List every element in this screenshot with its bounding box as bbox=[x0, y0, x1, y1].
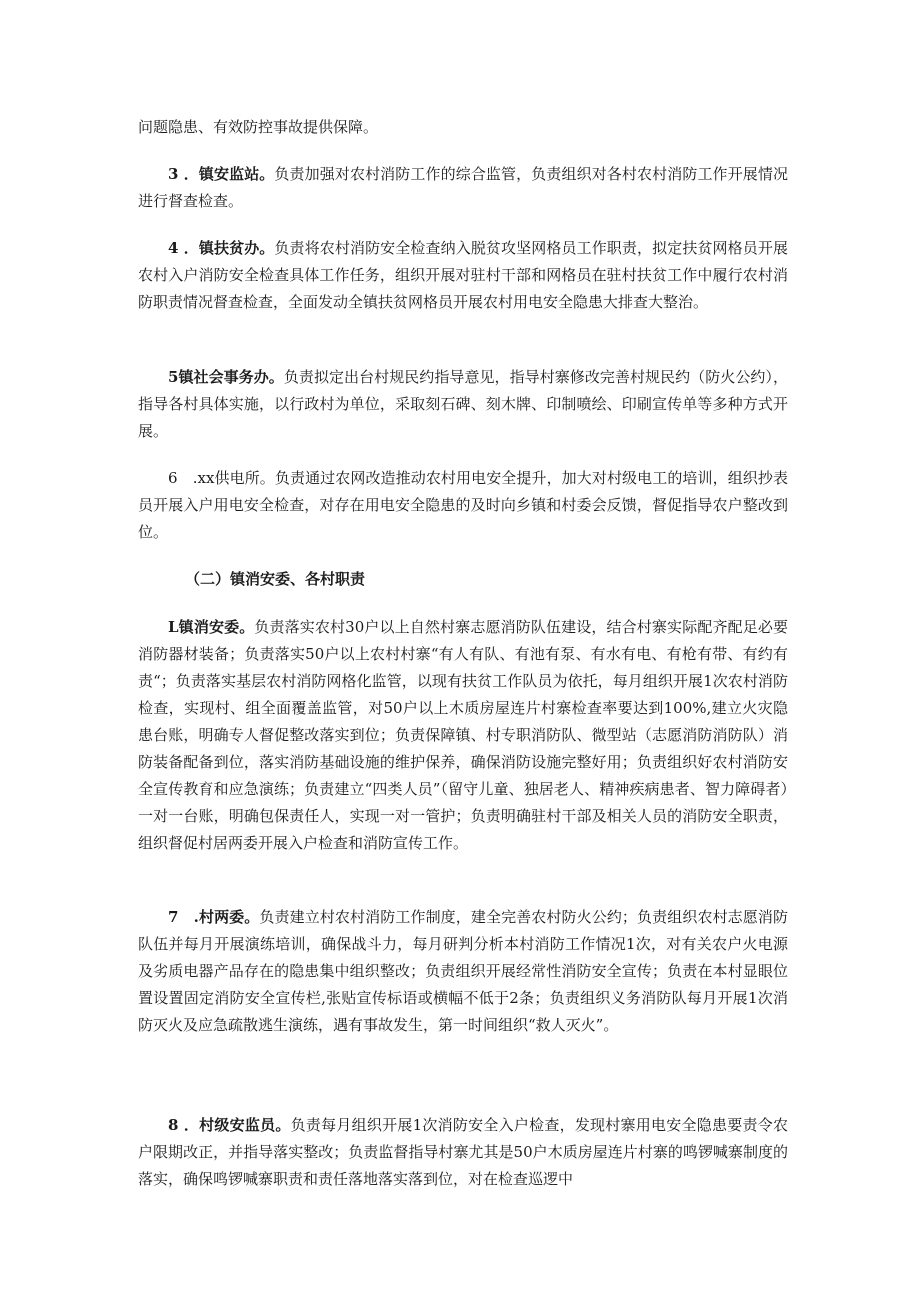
paragraph-item-6: 6 .xx供电所。负责通过农网改造推动农村用电安全提升，加大对村级电工的培训，组织抄表员开展入户用电安全检查，对存在用电安全隐患的及时向乡镇和村委会反馈，督促指导农户整改到位。 bbox=[138, 469, 788, 541]
paragraph-item-4: 4 ．镇扶贫办。负责将农村消防安全检查纳入脱贫攻坚网格员工作职责，拟定扶贫网格员开展农村入户消防安全检查具体工作任务，组织开展对驻村干部和网格员在驻村扶贫工作中履行农村消防职责情况督查检查，全面发动全镇扶贫网格员开展农村用电安全隐患大排查大整治。 bbox=[138, 239, 788, 311]
paragraph-item-7: 7 .村两委。负责建立村农村消防工作制度，建全完善农村防火公约；负责组织农村志愿消防队伍并每月开展演练培训，确保战斗力，每月研判分析本村消防工作情况1次，对有关农户火电源及劣质电器产品存在的隐患集中组织整改；负责组织开展经常性消防安全宣传；负责在本村显眼位置设置固定消防安全宣传栏,张贴宣传标语或横幅不低于2条；负责组织义务消防队每月开展1次消防灭火及应急疏散逃生演练，遇有事故发生，第一时间组织“救人灭火”。 bbox=[138, 908, 788, 1034]
item-lead: 5镇社会事务办。 bbox=[168, 368, 284, 386]
item-lead: 4 ．镇扶贫办。 bbox=[168, 239, 275, 257]
item-lead: 8 ．村级安监员。 bbox=[168, 1116, 291, 1134]
paragraph-item-3: 3 ．镇安监站。负责加强对农村消防工作的综合监管，负责组织对各村农村消防工作开展情况进行督查检查。 bbox=[138, 165, 788, 210]
section-heading: （二）镇消安委、各村职责 bbox=[185, 570, 366, 588]
paragraph-item-5: 5镇社会事务办。负责拟定出台村规民约指导意见，指导村寨修改完善村规民约（防火公约），指导各村具体实施，以行政村为单位，采取刻石碑、刻木牌、印制喷绘、印刷宣传单等多种方式开展。 bbox=[138, 368, 788, 440]
item-lead: 7 .村两委。 bbox=[168, 908, 260, 926]
paragraph-item-1: L镇消安委。负责落实农村30户以上自然村寨志愿消防队伍建设，结合村寨实际配齐配足必要消防器材装备；负责落实50户以上农村村寨“有人有队、有池有泵、有水有电、有枪有带、有约有责“；负责落实基层农村消防网格化监管，以现有扶贫工作队员为依托，每月组织开展1次农村消防检查，实现村、组全面覆盖监管，对50户以上木质房屋连片村寨检查率要达到100%,建立火灾隐患台账，明确专人督促整改落实到位；负责保障镇、村专职消防队、微型站（志愿消防消防队）消防装备配备到位，落实消防基础设施的维护保养，确保消防设施完整好用；负责组织好农村消防安全宣传教育和应急演练；负责建立“四类人员”（留守儿童、独居老人、精神疾病患者、智力障碍者）一对一台账，明确包保责任人，实现一对一管护；负责明确驻村干部及相关人员的消防安全职责，组织督促村居两委开展入户检查和消防宣传工作。 bbox=[138, 618, 788, 852]
item-lead: L镇消安委。 bbox=[168, 618, 255, 636]
paragraph-continuation: 问题隐患、有效防控事故提供保障。 bbox=[138, 118, 379, 136]
paragraph-item-8: 8 ．村级安监员。负责每月组织开展1次消防安全入户检查，发现村寨用电安全隐患要责令农户限期改正，并指导落实整改；负责监督指导村寨尤其是50户木质房屋连片村寨的鸣锣喊寨制度的落实，确保鸣锣喊寨职责和责任落地落实落到位，对在检查巡逻中 bbox=[138, 1116, 788, 1188]
item-lead: 3 ．镇安监站。 bbox=[168, 165, 275, 183]
